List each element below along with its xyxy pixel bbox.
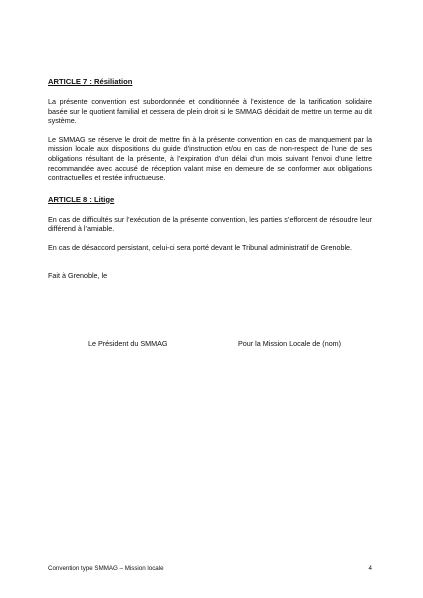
article-8-paragraph-1: En cas de difficultés sur l’exécution de la présente convention, les parties s’efforcent de résoudre leur différend à l’amiable. xyxy=(48,214,372,234)
document-body xyxy=(48,77,372,281)
article-8-title: Litige xyxy=(94,194,115,204)
article-7-paragraph-1: La présente convention est subordonnée et conditionnée à l’existence de la tarification solidaire basée sur le quotient familial et cessera de plein droit si le SMMAG décidait de mettre un terme au dit système. xyxy=(48,97,372,126)
footer-title: Convention type SMMAG – Mission locale xyxy=(48,565,164,572)
page-number: 4 xyxy=(368,565,372,572)
article-8-heading xyxy=(48,195,372,205)
signature-left: Le Président du SMMAG xyxy=(88,339,168,348)
article-7-heading xyxy=(48,77,372,87)
article-7-title: Résiliation xyxy=(94,77,133,86)
signoff-line: Fait à Grenoble, le xyxy=(48,270,108,280)
article-8-label: ARTICLE 8 : xyxy=(48,194,94,204)
article-8-paragraph-2: En cas de désaccord persistant, celui-ci sera porté devant le Tribunal administratif de Grenoble. xyxy=(48,242,353,252)
article-7-label: ARTICLE 7 : xyxy=(48,77,94,86)
article-7-paragraph-2: Le SMMAG se réserve le droit de mettre fin à la présente convention en cas de manquement par la mission locale aux dispositions du guide d’instruction et/ou en cas de non-respect de l’une de ses obligations résultant de la présente, à l’expiration d’un délai d’un mois suivant l’envoi d’une lettre recommandée avec accusé de réception valant mise en demeure de se conformer aux obligations contractuelles et restée infructueuse. xyxy=(48,134,372,183)
signature-right: Pour la Mission Locale de (nom) xyxy=(238,339,342,348)
